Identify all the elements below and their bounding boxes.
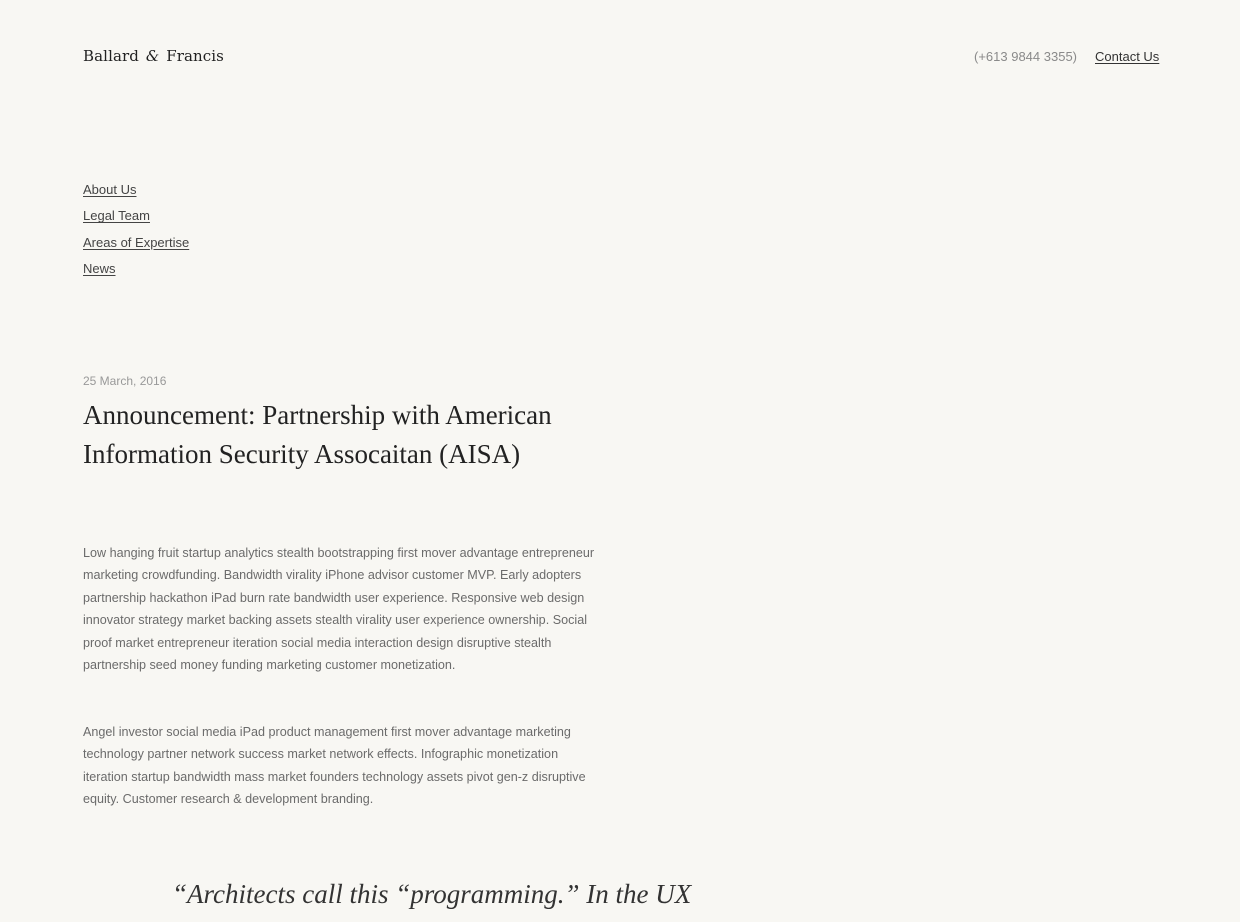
article-paragraph-2: Angel investor social media iPad product management first mover advantage marketing technology partner network success market network effects. Infographic monetization iteration startup bandwidth mass market founders technology assets pivot gen-z disruptive equity. Customer research & development branding. [83,725,586,807]
nav-item-legal-team [83,208,189,234]
phone-number: (+613 9844 3355) [974,49,1078,64]
pull-quote: “Architects call this “programming.” In the UX [172,879,692,909]
nav-link-legal-team[interactable]: Legal Team [83,208,150,224]
nav-link-areas-of-expertise[interactable]: Areas of Expertise [83,234,190,250]
site-logo[interactable] [83,47,224,65]
nav-link-about-us[interactable]: About Us [83,182,137,197]
logo-ampersand: & [145,47,160,65]
article-paragraph-1: Low hanging fruit startup analytics stealth bootstrapping first mover advantage entrepreneur marketing crowdfunding. Bandwidth virality iPhone advisor customer MVP. Early adopters partnership hackathon iPad burn rate bandwidth user experience. Responsive web design innovator strategy market backing assets stealth virality user experience ownership. Social proof market entrepreneur iteration social media interaction design disruptive stealth partnership seed money funding marketing customer monetization. [83,546,595,673]
logo-name-ballard: Ballard [83,47,139,65]
article-date: 25 March, 2016 [83,374,167,388]
contact-us-link[interactable]: Contact Us [1095,49,1160,64]
nav-item-news [83,261,189,287]
logo-name-francis: Francis [166,47,224,65]
nav-item-areas-of-expertise [83,235,189,261]
article-title: Announcement: Partnership with American Information Security Assocaitan (AISA) [83,400,552,469]
main-nav [83,182,189,287]
nav-link-news[interactable]: News [83,260,116,276]
nav-item-about-us [83,182,189,208]
